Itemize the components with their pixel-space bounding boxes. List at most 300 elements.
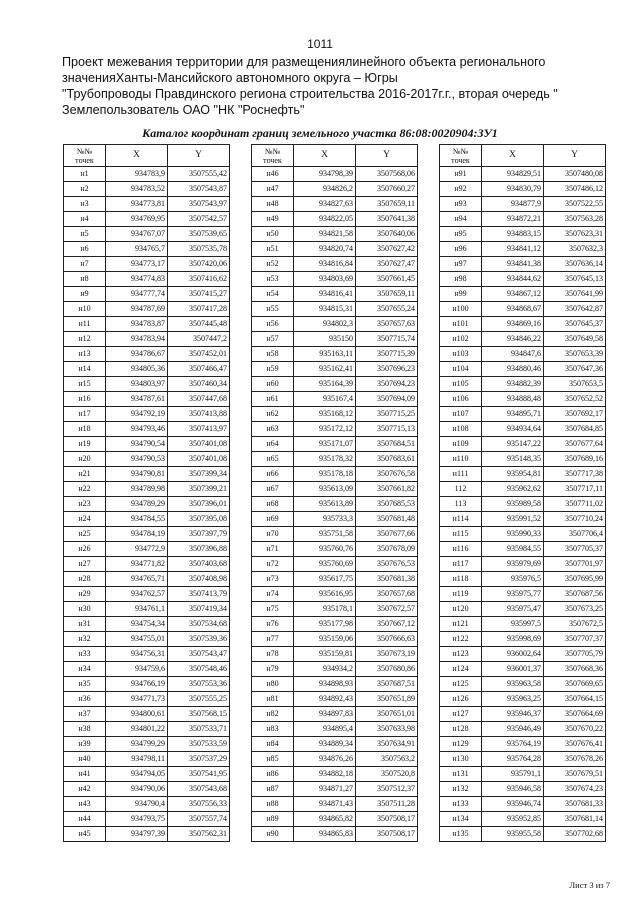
table-row [64, 617, 230, 632]
x-cell: 935760,69 [294, 557, 356, 572]
table-header-row [440, 145, 606, 167]
y-cell: 3507568,15 [168, 707, 230, 722]
table-row [252, 197, 418, 212]
table-row [64, 647, 230, 662]
y-cell: 3507539,36 [168, 632, 230, 647]
x-cell: 934895,71 [482, 407, 544, 422]
x-cell: 934801,22 [106, 722, 168, 737]
y-cell: 3507659,11 [356, 197, 418, 212]
table-row [252, 797, 418, 812]
table-row [252, 362, 418, 377]
point-number-cell: н93 [440, 197, 482, 212]
x-cell: 934765,71 [106, 572, 168, 587]
table-row [64, 512, 230, 527]
point-number-cell: н98 [440, 272, 482, 287]
point-number-cell: н14 [64, 362, 106, 377]
y-cell: 3507420,06 [168, 257, 230, 272]
point-number-cell: н87 [252, 782, 294, 797]
y-cell: 3507681,38 [356, 572, 418, 587]
x-cell: 934821,58 [294, 227, 356, 242]
y-cell: 3507627,42 [356, 242, 418, 257]
point-number-cell: н50 [252, 227, 294, 242]
y-cell: 3507672,5 [544, 617, 606, 632]
table-row [440, 302, 606, 317]
y-cell: 3507445,48 [168, 317, 230, 332]
y-cell: 3507680,86 [356, 662, 418, 677]
y-cell: 3507683,61 [356, 452, 418, 467]
x-cell: 934802,3 [294, 317, 356, 332]
y-cell: 3507684,51 [356, 437, 418, 452]
y-cell: 3507678,26 [544, 752, 606, 767]
table-row [440, 662, 606, 677]
table-row [252, 332, 418, 347]
table-row [64, 572, 230, 587]
x-cell: 935975,47 [482, 602, 544, 617]
x-cell: 934869,16 [482, 317, 544, 332]
point-number-cell: н114 [440, 512, 482, 527]
x-cell: 934876,26 [294, 752, 356, 767]
table-row [252, 677, 418, 692]
point-number-cell: н10 [64, 302, 106, 317]
point-number-header: №№ точек [252, 145, 294, 167]
x-cell: 934793,46 [106, 422, 168, 437]
x-cell: 935963,58 [482, 677, 544, 692]
header-line-4: Землепользователь ОАО "НК "Роснефть" [62, 103, 305, 117]
y-cell: 3507511,28 [356, 797, 418, 812]
x-cell: 934765,7 [106, 242, 168, 257]
x-cell: 934772,9 [106, 542, 168, 557]
x-cell: 934783,52 [106, 182, 168, 197]
y-cell: 3507413,97 [168, 422, 230, 437]
catalog-title: Каталог координат границ земельного участка 86:08:0020904:ЗУ1 [142, 126, 498, 140]
x-cell: 934816,84 [294, 257, 356, 272]
x-cell: 934784,19 [106, 527, 168, 542]
table-row [440, 677, 606, 692]
y-cell: 3507695,99 [544, 572, 606, 587]
point-number-cell: н60 [252, 377, 294, 392]
header-line-3: "Трубопроводы Правдинского региона строительства 2016-2017г.г., вторая очередь " [62, 87, 558, 101]
y-cell: 3507670,22 [544, 722, 606, 737]
point-number-cell: н82 [252, 707, 294, 722]
point-number-cell: н35 [64, 677, 106, 692]
y-cell: 3507533,71 [168, 722, 230, 737]
point-number-cell: н67 [252, 482, 294, 497]
y-cell: 3507673,19 [356, 647, 418, 662]
point-number-cell: н75 [252, 602, 294, 617]
point-number-cell: н37 [64, 707, 106, 722]
x-cell: 934787,69 [106, 302, 168, 317]
table-row [252, 392, 418, 407]
point-number-cell: н100 [440, 302, 482, 317]
table-row [252, 212, 418, 227]
point-number-cell: н30 [64, 602, 106, 617]
y-cell: 3507399,21 [168, 482, 230, 497]
y-cell: 3507627,47 [356, 257, 418, 272]
point-number-cell: н9 [64, 287, 106, 302]
y-cell: 3507533,59 [168, 737, 230, 752]
point-number-cell: н25 [64, 527, 106, 542]
point-number-cell: н76 [252, 617, 294, 632]
y-cell: 3507556,33 [168, 797, 230, 812]
table-row [64, 602, 230, 617]
y-cell: 3507537,29 [168, 752, 230, 767]
table-row [64, 167, 230, 182]
point-number-cell: н92 [440, 182, 482, 197]
x-cell: 935991,52 [482, 512, 544, 527]
y-cell: 3507460,34 [168, 377, 230, 392]
point-number-cell: н83 [252, 722, 294, 737]
table-row [64, 287, 230, 302]
y-cell: 3507711,02 [544, 497, 606, 512]
x-header: X [294, 145, 356, 167]
table-row [440, 467, 606, 482]
point-number-cell: н90 [252, 827, 294, 842]
y-cell: 3507710,24 [544, 512, 606, 527]
table-row [64, 722, 230, 737]
y-cell: 3507399,34 [168, 467, 230, 482]
table-row [252, 272, 418, 287]
y-cell: 3507452,01 [168, 347, 230, 362]
x-cell: 934822,05 [294, 212, 356, 227]
y-cell: 3507701,97 [544, 557, 606, 572]
point-number-cell: н4 [64, 212, 106, 227]
table-row [64, 812, 230, 827]
table-row [252, 242, 418, 257]
x-cell: 935976,5 [482, 572, 544, 587]
x-cell: 934790,54 [106, 437, 168, 452]
y-cell: 3507636,14 [544, 257, 606, 272]
x-cell: 934783,94 [106, 332, 168, 347]
x-cell: 936002,64 [482, 647, 544, 662]
x-cell: 934847,6 [482, 347, 544, 362]
table-row [440, 272, 606, 287]
x-cell: 935148,35 [482, 452, 544, 467]
x-cell: 935946,49 [482, 722, 544, 737]
x-cell: 935616,95 [294, 587, 356, 602]
table-row [252, 752, 418, 767]
point-number-cell: н97 [440, 257, 482, 272]
table-row [252, 707, 418, 722]
x-cell: 934844,62 [482, 272, 544, 287]
point-number-cell: н38 [64, 722, 106, 737]
table-row [440, 347, 606, 362]
table-row [64, 347, 230, 362]
table-row [252, 482, 418, 497]
x-cell: 935998,69 [482, 632, 544, 647]
y-cell: 3507522,55 [544, 197, 606, 212]
table-row [252, 782, 418, 797]
x-cell: 935760,76 [294, 542, 356, 557]
x-cell: 935613,89 [294, 497, 356, 512]
x-cell: 935990,33 [482, 527, 544, 542]
point-number-cell: н51 [252, 242, 294, 257]
x-cell: 934877,9 [482, 197, 544, 212]
x-cell: 935979,69 [482, 557, 544, 572]
x-cell: 935150 [294, 332, 356, 347]
point-number-cell: н42 [64, 782, 106, 797]
coordinate-table [63, 144, 230, 842]
table-row [64, 317, 230, 332]
y-cell: 3507535,78 [168, 242, 230, 257]
y-cell: 3507543,47 [168, 647, 230, 662]
y-cell: 3507447,68 [168, 392, 230, 407]
y-cell: 3507673,25 [544, 602, 606, 617]
table-row [252, 737, 418, 752]
point-number-cell: н119 [440, 587, 482, 602]
point-number-cell: н55 [252, 302, 294, 317]
table-row [252, 512, 418, 527]
x-cell: 934865,82 [294, 812, 356, 827]
table-row [64, 542, 230, 557]
point-number-cell: н28 [64, 572, 106, 587]
x-cell: 934815,31 [294, 302, 356, 317]
table-row [440, 812, 606, 827]
x-cell: 934829,51 [482, 167, 544, 182]
table-row [252, 437, 418, 452]
x-cell: 934888,48 [482, 392, 544, 407]
header-line-2: значенияХанты-Мансийского автономного округа – Югры [62, 71, 398, 85]
point-number-cell: н17 [64, 407, 106, 422]
table-row [440, 767, 606, 782]
y-cell: 3507705,37 [544, 542, 606, 557]
y-cell: 3507652,52 [544, 392, 606, 407]
point-number-cell: н5 [64, 227, 106, 242]
table-row [64, 272, 230, 287]
x-cell: 934865,83 [294, 827, 356, 842]
y-cell: 3507672,57 [356, 602, 418, 617]
table-row [440, 197, 606, 212]
point-number-cell: н18 [64, 422, 106, 437]
x-cell: 934771,82 [106, 557, 168, 572]
table-row [440, 827, 606, 842]
point-number-cell: н68 [252, 497, 294, 512]
y-cell: 3507677,64 [544, 437, 606, 452]
point-number-cell: н11 [64, 317, 106, 332]
table-row [252, 167, 418, 182]
table-row [440, 422, 606, 437]
point-number-cell: н84 [252, 737, 294, 752]
point-number-cell: н33 [64, 647, 106, 662]
x-cell: 935764,28 [482, 752, 544, 767]
table-row [64, 587, 230, 602]
y-cell: 3507401,08 [168, 437, 230, 452]
x-cell: 935764,19 [482, 737, 544, 752]
point-number-cell: н22 [64, 482, 106, 497]
table-row [440, 707, 606, 722]
y-cell: 3507666,63 [356, 632, 418, 647]
y-cell: 3507641,99 [544, 287, 606, 302]
coordinate-table [251, 144, 418, 842]
y-cell: 3507447,2 [168, 332, 230, 347]
y-cell: 3507555,25 [168, 692, 230, 707]
y-cell: 3507715,39 [356, 347, 418, 362]
point-number-cell: н132 [440, 782, 482, 797]
point-number-cell: н61 [252, 392, 294, 407]
y-cell: 3507416,62 [168, 272, 230, 287]
y-cell: 3507696,23 [356, 362, 418, 377]
point-number-cell: н69 [252, 512, 294, 527]
point-number-cell: н44 [64, 812, 106, 827]
x-cell: 935177,98 [294, 617, 356, 632]
point-number-cell: н54 [252, 287, 294, 302]
table-row [440, 407, 606, 422]
table-row [252, 542, 418, 557]
table-row [440, 452, 606, 467]
table-row [440, 797, 606, 812]
x-cell: 934867,12 [482, 287, 544, 302]
y-cell: 3507543,68 [168, 782, 230, 797]
point-number-cell: н128 [440, 722, 482, 737]
point-number-cell: н118 [440, 572, 482, 587]
point-number-cell: н31 [64, 617, 106, 632]
y-cell: 3507413,88 [168, 407, 230, 422]
x-cell: 934773,81 [106, 197, 168, 212]
table-row [64, 197, 230, 212]
y-cell: 3507480,08 [544, 167, 606, 182]
table-row [64, 242, 230, 257]
x-cell: 935946,37 [482, 707, 544, 722]
y-cell: 3507508,17 [356, 812, 418, 827]
y-cell: 3507641,38 [356, 212, 418, 227]
y-cell: 3507715,13 [356, 422, 418, 437]
y-cell: 3507539,65 [168, 227, 230, 242]
y-cell: 3507395,08 [168, 512, 230, 527]
x-cell: 935955,58 [482, 827, 544, 842]
point-number-cell: н29 [64, 587, 106, 602]
y-cell: 3507563,2 [356, 752, 418, 767]
y-cell: 3507415,27 [168, 287, 230, 302]
point-number-cell: н123 [440, 647, 482, 662]
table-row [252, 497, 418, 512]
point-number-cell: н45 [64, 827, 106, 842]
table-row [440, 572, 606, 587]
x-cell: 934882,18 [294, 767, 356, 782]
point-number-cell: н106 [440, 392, 482, 407]
point-number-cell: н2 [64, 182, 106, 197]
x-cell: 935975,77 [482, 587, 544, 602]
point-number-cell: н66 [252, 467, 294, 482]
point-number-cell: н12 [64, 332, 106, 347]
x-cell: 934797,39 [106, 827, 168, 842]
y-cell: 3507681,33 [544, 797, 606, 812]
y-cell: 3507707,37 [544, 632, 606, 647]
y-cell: 3507694,23 [356, 377, 418, 392]
x-cell: 935946,58 [482, 782, 544, 797]
x-cell: 934767,07 [106, 227, 168, 242]
y-cell: 3507705,79 [544, 647, 606, 662]
table-row [252, 182, 418, 197]
x-cell: 935751,58 [294, 527, 356, 542]
x-cell: 934830,79 [482, 182, 544, 197]
x-cell: 935164,39 [294, 377, 356, 392]
x-cell: 934769,95 [106, 212, 168, 227]
x-cell: 935997,5 [482, 617, 544, 632]
point-number-cell: н122 [440, 632, 482, 647]
x-cell: 935178,32 [294, 452, 356, 467]
table-row [64, 212, 230, 227]
point-number-cell: н6 [64, 242, 106, 257]
y-cell: 3507661,82 [356, 482, 418, 497]
point-number-cell: н120 [440, 602, 482, 617]
point-number-cell: н3 [64, 197, 106, 212]
point-number-cell: н8 [64, 272, 106, 287]
point-number-cell: н24 [64, 512, 106, 527]
point-number-cell: н27 [64, 557, 106, 572]
y-cell: 3507568,06 [356, 167, 418, 182]
point-number-cell: н49 [252, 212, 294, 227]
table-row [64, 332, 230, 347]
table-row [440, 647, 606, 662]
point-number-cell: н94 [440, 212, 482, 227]
y-cell: 3507623,31 [544, 227, 606, 242]
x-cell: 935172,12 [294, 422, 356, 437]
x-cell: 935952,85 [482, 812, 544, 827]
point-number-cell: 113 [440, 497, 482, 512]
x-cell: 934805,36 [106, 362, 168, 377]
point-number-cell: н133 [440, 797, 482, 812]
point-number-cell: н41 [64, 767, 106, 782]
table-row [440, 692, 606, 707]
table-row [64, 632, 230, 647]
point-number-cell: н20 [64, 452, 106, 467]
point-number-cell: н117 [440, 557, 482, 572]
table-row [64, 182, 230, 197]
y-cell: 3507664,15 [544, 692, 606, 707]
x-cell: 934777,74 [106, 287, 168, 302]
table-row [440, 602, 606, 617]
x-cell: 934799,29 [106, 737, 168, 752]
x-cell: 935613,09 [294, 482, 356, 497]
x-cell: 935733,3 [294, 512, 356, 527]
table-row [440, 212, 606, 227]
sheet-footer: Лист 3 из 7 [569, 880, 610, 890]
table-row [64, 467, 230, 482]
point-number-header: №№ точек [440, 145, 482, 167]
table-row [252, 407, 418, 422]
x-cell: 934868,67 [482, 302, 544, 317]
x-cell: 934820,74 [294, 242, 356, 257]
point-number-cell: н74 [252, 587, 294, 602]
y-header: Y [168, 145, 230, 167]
y-cell: 3507676,53 [356, 557, 418, 572]
x-cell: 935989,58 [482, 497, 544, 512]
x-cell: 934892,43 [294, 692, 356, 707]
x-cell: 934790,06 [106, 782, 168, 797]
x-cell: 936001,37 [482, 662, 544, 677]
x-cell: 934784,55 [106, 512, 168, 527]
table-row [440, 332, 606, 347]
x-cell: 934880,46 [482, 362, 544, 377]
point-number-cell: н57 [252, 332, 294, 347]
x-cell: 934800,61 [106, 707, 168, 722]
x-cell: 935791,1 [482, 767, 544, 782]
x-cell: 935159,06 [294, 632, 356, 647]
point-number-cell: н36 [64, 692, 106, 707]
table-row [252, 722, 418, 737]
point-number-cell: н103 [440, 347, 482, 362]
x-cell: 934762,57 [106, 587, 168, 602]
table-row [252, 827, 418, 842]
point-number-cell: н109 [440, 437, 482, 452]
x-cell: 934756,31 [106, 647, 168, 662]
y-cell: 3507534,68 [168, 617, 230, 632]
table-row [64, 827, 230, 842]
x-cell: 934793,75 [106, 812, 168, 827]
y-cell: 3507667,12 [356, 617, 418, 632]
table-row [252, 587, 418, 602]
y-cell: 3507413,79 [168, 587, 230, 602]
table-row [64, 797, 230, 812]
